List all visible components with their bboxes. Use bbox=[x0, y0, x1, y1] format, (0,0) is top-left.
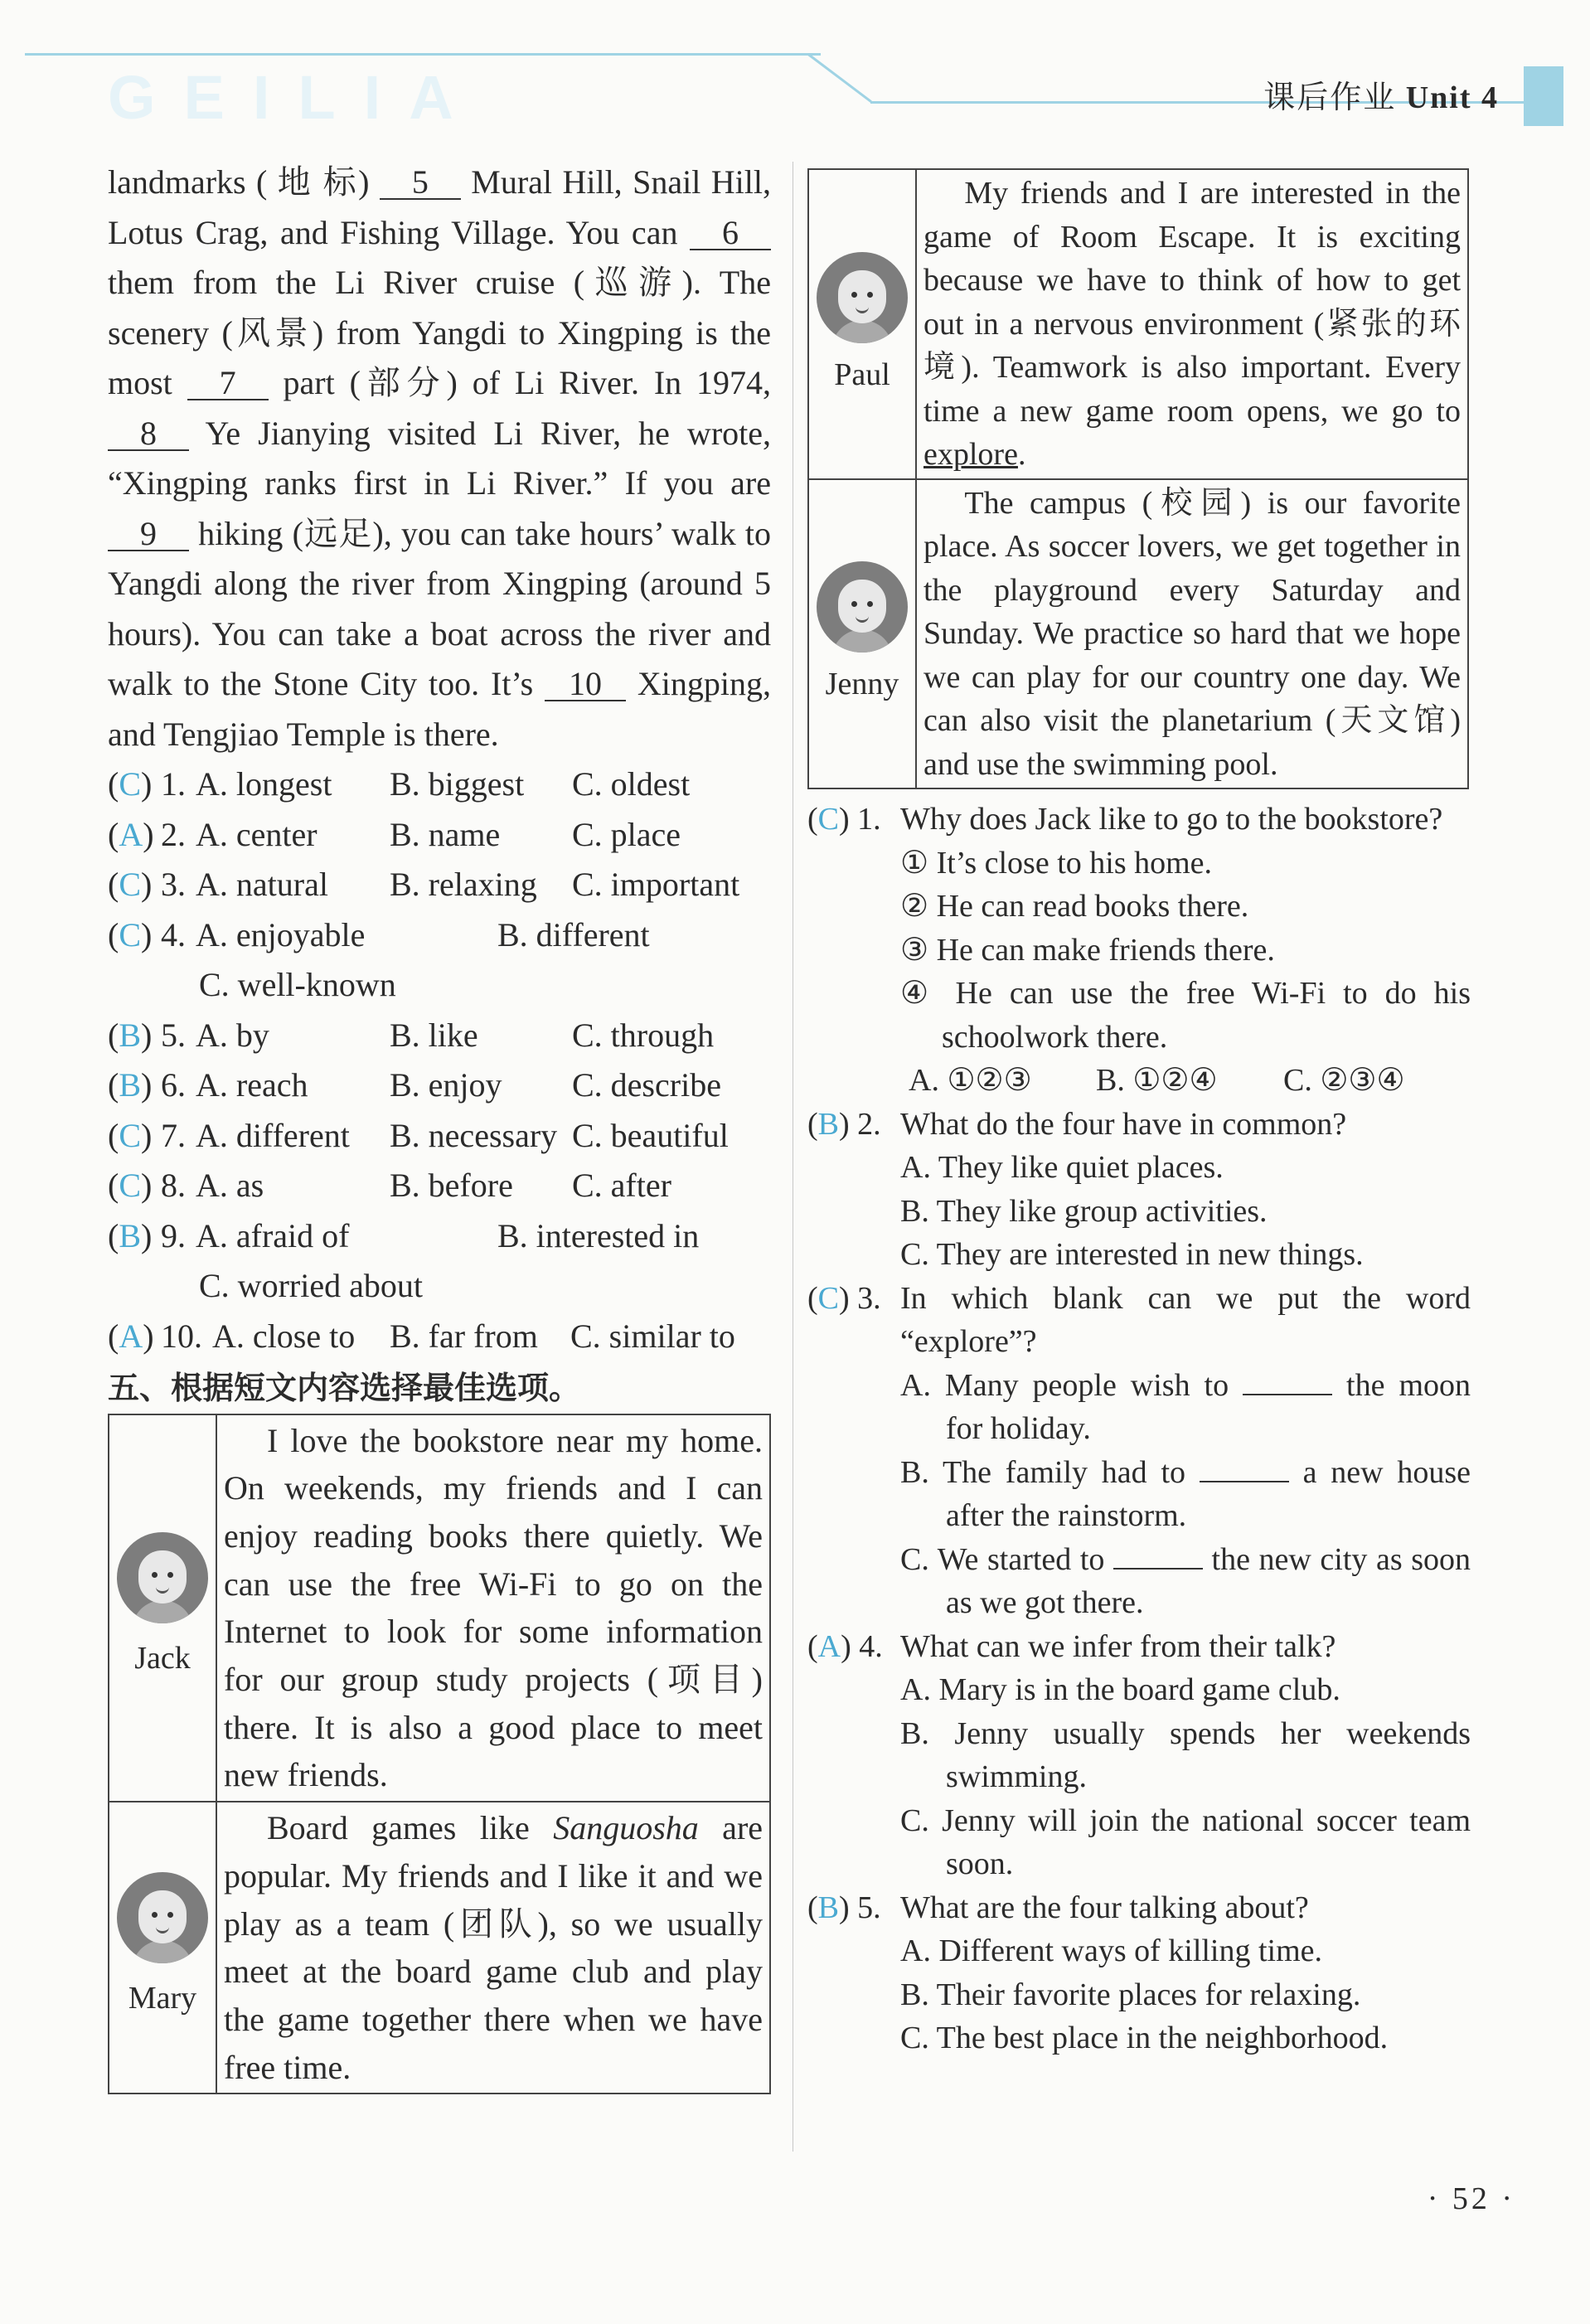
answer-mark: B bbox=[119, 1216, 142, 1254]
person-name: Paul bbox=[834, 357, 890, 392]
option-a: A. longest bbox=[196, 765, 332, 803]
cloze-blank: 10 bbox=[545, 668, 626, 701]
option-b: B. far from bbox=[390, 1317, 538, 1355]
cloze-text: Ye Jianying visited Li River, he wrote, “Xingping ranks first in Li River.” If you are bbox=[108, 414, 771, 502]
question-number: (C) 1. bbox=[807, 802, 881, 837]
watermark: GEILIA bbox=[108, 63, 482, 132]
answer-mark: C bbox=[119, 1167, 142, 1204]
option-c: C. through bbox=[572, 1016, 715, 1054]
answer-blank bbox=[1243, 1394, 1332, 1395]
cloze-option-row: (B) 9. A. afraid of B. interested in bbox=[108, 1211, 771, 1262]
option-number: 9. bbox=[161, 1216, 186, 1254]
answer-mark: A bbox=[817, 1628, 841, 1664]
cloze-option-row: (C) 3. A. natural B. relaxing C. important bbox=[108, 860, 771, 910]
question-index: 5. bbox=[857, 1890, 881, 1925]
question bbox=[807, 1277, 1471, 1364]
cloze-option-row: (B) 5. A. by B. like C. through bbox=[108, 1011, 771, 1061]
option-a: A. as bbox=[196, 1167, 264, 1204]
question-stem: Why does Jack like to go to the bookstore? bbox=[900, 802, 1443, 837]
option: A. They like quiet places. bbox=[900, 1150, 1224, 1185]
option-b: B. interested in bbox=[497, 1216, 700, 1254]
option-c: C. beautiful bbox=[572, 1116, 729, 1154]
question-index: 4. bbox=[859, 1628, 883, 1664]
option-a: A. by bbox=[196, 1016, 269, 1054]
question bbox=[807, 1103, 1471, 1147]
passage-row-jenny bbox=[808, 479, 1468, 789]
cloze-passage bbox=[108, 158, 771, 759]
answer-mark: C bbox=[119, 866, 142, 903]
answer-mark: C bbox=[119, 915, 142, 953]
question-stem: In which blank can we put the word “explore”? bbox=[900, 1280, 1471, 1359]
passage-text-part: My friends and I are interested in the game of Room Escape. It is exciting because we have to think of how to get out in a nervous environment (紧张的环境). Teamwork is also important. Every time a new game room opens, we go to bbox=[923, 176, 1461, 429]
option-number: 4. bbox=[161, 915, 186, 953]
choice-row bbox=[807, 1059, 1471, 1103]
avatar bbox=[117, 1532, 208, 1623]
option: A. Different ways of killing time. bbox=[900, 1933, 1323, 1968]
option-number: 1. bbox=[161, 765, 186, 803]
option-a: A. different bbox=[196, 1116, 350, 1154]
person-cell bbox=[808, 169, 916, 479]
option-c: C. important bbox=[572, 866, 740, 903]
option-text: C. We started to bbox=[900, 1541, 1113, 1577]
option: C. Jenny will join the national soccer team soon. bbox=[900, 1802, 1471, 1881]
option-number: 7. bbox=[161, 1116, 186, 1154]
passage-row-mary bbox=[109, 1802, 770, 2094]
choice-b: B. ①②④ bbox=[1096, 1063, 1218, 1098]
question bbox=[807, 1625, 1471, 1669]
header-tab bbox=[1524, 66, 1563, 126]
question-number: (A) 4. bbox=[807, 1628, 883, 1664]
question bbox=[807, 1886, 1471, 1930]
option-b: B. different bbox=[497, 915, 650, 953]
option-c: C. describe bbox=[572, 1066, 721, 1104]
answer-mark: B bbox=[817, 1890, 840, 1925]
right-column bbox=[807, 168, 1471, 2060]
option-a: A. close to bbox=[212, 1317, 356, 1355]
passage-text bbox=[217, 1802, 769, 2093]
option: C. They are interested in new things. bbox=[900, 1237, 1364, 1272]
option-text: the new city as soon as we got there. bbox=[946, 1541, 1471, 1620]
option-number: 10. bbox=[161, 1317, 202, 1355]
cloze-blank: 6 bbox=[690, 217, 771, 250]
option-a: A. enjoyable bbox=[196, 915, 366, 953]
cloze-option-row-cont bbox=[108, 960, 771, 1011]
page-header-title bbox=[1263, 71, 1499, 117]
option bbox=[807, 1538, 1471, 1625]
person-name: Jack bbox=[134, 1641, 191, 1676]
choice-a: A. ①②③ bbox=[909, 1063, 1032, 1098]
question-stem: What can we infer from their talk? bbox=[900, 1628, 1336, 1664]
option-c: C. place bbox=[572, 815, 681, 853]
option-number: 8. bbox=[161, 1167, 186, 1204]
cloze-option-row: (A) 2. A. center B. name C. place bbox=[108, 810, 771, 861]
option-c: C. worried about bbox=[199, 1267, 423, 1304]
passage-cell bbox=[916, 479, 1468, 789]
header-rule-diagonal bbox=[807, 53, 872, 103]
question-index: 2. bbox=[857, 1106, 881, 1142]
option-text: A. Many people wish to bbox=[900, 1367, 1243, 1403]
option-b: B. name bbox=[390, 815, 501, 853]
person-cell bbox=[109, 1414, 216, 1802]
option-number: 6. bbox=[161, 1066, 186, 1104]
answer-blank bbox=[1200, 1481, 1289, 1482]
header-title-unit: Unit 4 bbox=[1405, 80, 1499, 115]
avatar bbox=[117, 1872, 208, 1963]
person-cell bbox=[109, 1802, 216, 2094]
answer-mark: C bbox=[817, 1280, 840, 1316]
cloze-blank: 8 bbox=[108, 418, 189, 451]
cloze-option-row: (B) 6. A. reach B. enjoy C. describe bbox=[108, 1060, 771, 1111]
option-number: 3. bbox=[161, 866, 186, 903]
answer-mark: A bbox=[119, 815, 143, 853]
answer-mark: C bbox=[119, 1116, 142, 1154]
option-c: C. similar to bbox=[570, 1317, 735, 1355]
passage-text: I love the bookstore near my home. On weekends, my friends and I can enjoy reading books there quietly. We can use the free Wi-Fi to go on the Internet to look for some information for our group study projects (项目) there. It is also a good place to meet new friends. bbox=[224, 1421, 763, 1794]
option-a: A. reach bbox=[196, 1066, 308, 1104]
cloze-text: Mural Hill, Snail Hill, Lotus Crag, and Fishing Village. You can bbox=[108, 163, 771, 251]
question-index: 3. bbox=[857, 1280, 881, 1316]
option-a: A. center bbox=[196, 815, 318, 853]
left-column bbox=[108, 158, 771, 2094]
avatar bbox=[817, 252, 908, 343]
option: B. They like group activities. bbox=[900, 1193, 1268, 1229]
cloze-text: part (部分) of Li River. In 1974, bbox=[268, 364, 771, 401]
cloze-option-row: (C) 4. A. enjoyable B. different bbox=[108, 910, 771, 961]
cloze-option-row: (C) 1. A. longest B. biggest C. oldest bbox=[108, 759, 771, 810]
option-text: B. The family had to bbox=[900, 1454, 1200, 1490]
option-a: A. natural bbox=[196, 866, 328, 903]
passage-text-part: . bbox=[1017, 437, 1026, 472]
person-name: Mary bbox=[128, 1980, 197, 2016]
section-title: 五、根据短文内容选择最佳选项。 bbox=[108, 1370, 581, 1406]
answer-mark: B bbox=[119, 1016, 142, 1054]
person-cell bbox=[808, 479, 916, 789]
question-index: 1. bbox=[857, 802, 881, 837]
passage-cell bbox=[916, 169, 1468, 479]
question-number: (B) 5. bbox=[807, 1890, 881, 1925]
cloze-blank: 5 bbox=[380, 167, 461, 200]
passage-cell bbox=[216, 1802, 770, 2094]
cloze-text: them from the Li River cruise (巡游). The scenery (风景) from Yangdi to Xingping is the most bbox=[108, 264, 771, 401]
question-number: (B) 2. bbox=[807, 1106, 881, 1142]
passage-row-jack bbox=[109, 1414, 770, 1802]
cloze-option-row: (C) 8. A. as B. before C. after bbox=[108, 1161, 771, 1211]
question-item: ④ He can use the free Wi-Fi to do his schoolwork there. bbox=[900, 976, 1471, 1055]
option-text: a new house after the rainstorm. bbox=[946, 1454, 1471, 1533]
option-c: C. oldest bbox=[572, 765, 691, 803]
passage-text bbox=[917, 170, 1467, 478]
cloze-option-row-cont bbox=[108, 1261, 771, 1312]
option-b: B. biggest bbox=[390, 765, 525, 803]
option-c: C. well-known bbox=[199, 966, 396, 1003]
passage-text: The campus (校园) is our favorite place. As soccer lovers, we get together in the playground every Saturday and Sunday. We practice so hard that we hope we can play for our country one day. We can also visit the planetarium (天文馆) and use the swimming pool. bbox=[923, 485, 1461, 782]
cloze-text: Xingping, and Tengjiao Temple is there. bbox=[108, 665, 771, 753]
option-b: B. necessary bbox=[390, 1116, 558, 1154]
answer-mark: C bbox=[817, 802, 840, 837]
question-item: ③ He can make friends there. bbox=[900, 932, 1275, 968]
question-item: ② He can read books there. bbox=[900, 889, 1249, 924]
passage-row-paul bbox=[808, 169, 1468, 479]
question-number: (C) 3. bbox=[807, 1280, 881, 1316]
choice-c: C. ②③④ bbox=[1283, 1063, 1405, 1098]
question-stem: What do the four have in common? bbox=[900, 1106, 1347, 1142]
option: B. Their favorite places for relaxing. bbox=[900, 1977, 1361, 2012]
option-number: 2. bbox=[161, 815, 186, 853]
cloze-blank: 9 bbox=[108, 518, 189, 551]
answer-blank bbox=[1113, 1568, 1203, 1570]
page-number: · 52 · bbox=[1427, 2181, 1515, 2216]
option-number: 5. bbox=[161, 1016, 186, 1054]
question-item: ① It’s close to his home. bbox=[900, 845, 1213, 881]
option: B. Jenny usually spends her weekends swimming. bbox=[900, 1715, 1471, 1794]
passage-table-right bbox=[807, 168, 1469, 789]
passage-text-part: Board games like bbox=[267, 1809, 554, 1847]
cloze-text: landmarks ( 地 标) bbox=[108, 163, 380, 201]
person-name: Jenny bbox=[825, 667, 899, 701]
answer-mark: A bbox=[119, 1317, 143, 1355]
header-title-cn: 课后作业 bbox=[1263, 80, 1397, 115]
answer-mark: B bbox=[817, 1106, 840, 1142]
cloze-text: hiking (远足), you can take hours’ walk to Yangdi along the river from Xingping (around 5 hours). You can take a boat across the river and walk to the Stone City too. It’s bbox=[108, 514, 771, 702]
header-rule bbox=[25, 53, 821, 56]
passage-cell bbox=[216, 1414, 770, 1802]
answer-mark: C bbox=[119, 765, 142, 803]
option-b: B. before bbox=[390, 1167, 513, 1204]
option: A. Mary is in the board game club. bbox=[900, 1672, 1340, 1707]
question bbox=[807, 798, 1471, 842]
avatar bbox=[817, 561, 908, 653]
passage-text-part: are popular. My friends and I like it and we play as a team (团队), so we usually meet at the board game club and play the game together there when we have free time. bbox=[224, 1809, 763, 2086]
cloze-option-row: (A) 10. A. close to B. far from C. similar to bbox=[108, 1312, 771, 1362]
answer-mark: B bbox=[119, 1066, 142, 1104]
option bbox=[807, 1364, 1471, 1451]
cloze-option-row: (C) 7. A. different B. necessary C. beautiful bbox=[108, 1111, 771, 1162]
option-b: B. relaxing bbox=[390, 866, 537, 903]
question-stem: What are the four talking about? bbox=[900, 1890, 1309, 1925]
game-title: Sanguosha bbox=[553, 1809, 699, 1847]
option-b: B. enjoy bbox=[390, 1066, 502, 1104]
option bbox=[807, 1451, 1471, 1538]
option-a: A. afraid of bbox=[196, 1216, 350, 1254]
option-text: the moon for holiday. bbox=[946, 1367, 1471, 1446]
option-c: C. after bbox=[572, 1167, 671, 1204]
underlined-word: explore bbox=[923, 437, 1018, 472]
passage-table-left bbox=[108, 1414, 771, 2095]
cloze-blank: 7 bbox=[187, 367, 269, 400]
option: C. The best place in the neighborhood. bbox=[900, 2021, 1389, 2055]
option-b: B. like bbox=[390, 1016, 478, 1054]
